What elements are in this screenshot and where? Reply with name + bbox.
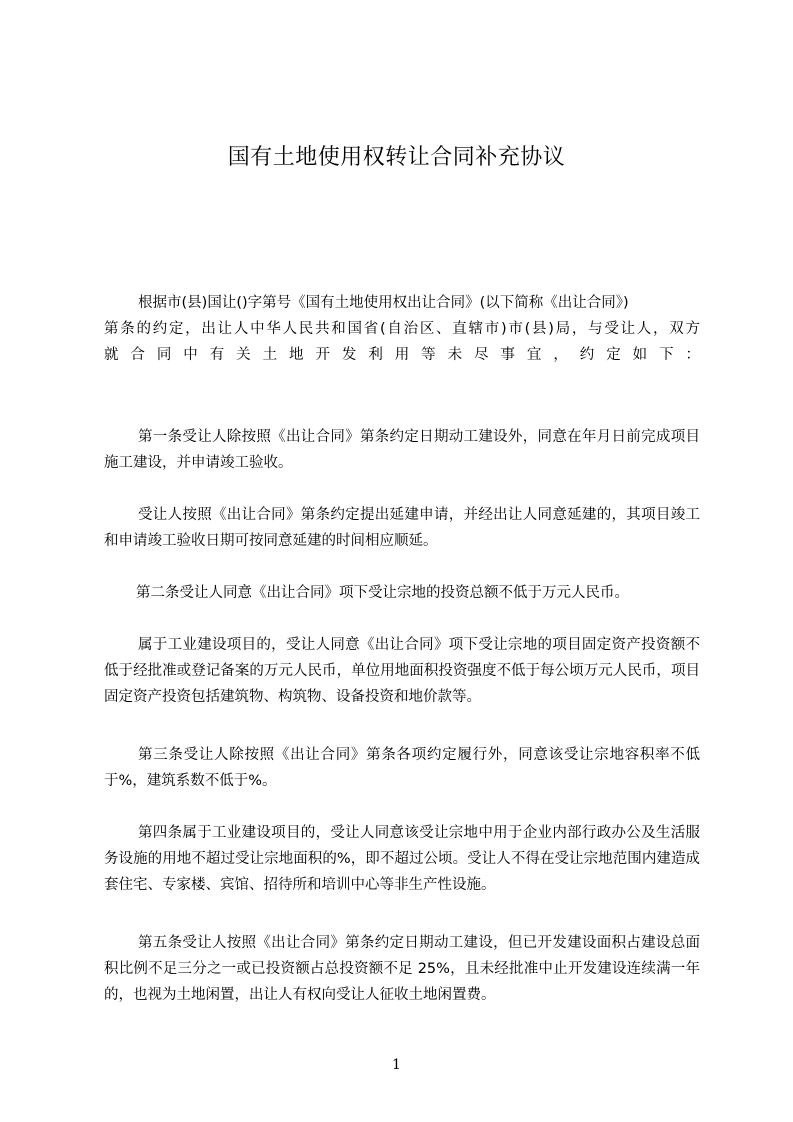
clause-1-extension-paragraph: 受让人按照《出让合同》第条约定提出延建申请，并经出让人同意延建的，其项目竣工和申请竣工验收日期可按同意延建的时间相应顺延。 bbox=[104, 507, 700, 549]
clause-3-paragraph: 第三条受让人除按照《出让合同》第条各项约定履行外，同意该受让宗地容积率不低于%，建筑系数不低于%。 bbox=[104, 747, 700, 789]
clause-2-paragraph: 第二条受让人同意《出让合同》项下受让宗地的投资总额不低于万元人民币。 bbox=[136, 585, 629, 601]
clause-1-paragraph: 第一条受让人除按照《出让合同》第条约定日期动工建设外，同意在年月日前完成项目施工建设，并申请竣工验收。 bbox=[104, 429, 700, 471]
intro-line-3: 就合同中有关土地开发利用等未尽事宜，约定如下： bbox=[104, 347, 700, 363]
clause-5-paragraph: 第五条受让人按照《出让合同》第条约定日期动工建设，但已开发建设面积占建设总面积比例不足三分之一或已投资额占总投资额不足 25%，且未经批准中止开发建设连续满一年的，也视为土地闲置，出让人有权向受让人征收土地闲置费。 bbox=[104, 935, 700, 1003]
page-number: 1 bbox=[392, 1057, 401, 1073]
document-title: 国有土地使用权转让合同补充协议 bbox=[227, 145, 566, 170]
clause-4-paragraph: 第四条属于工业建设项目的，受让人同意该受让宗地中用于企业内部行政办公及生活服务设施的用地不超过受让宗地面积的%，即不超过公顷。受让人不得在受让宗地范围内建造成套住宅、专家楼、宾馆、招待所和培训中心等非生产性设施。 bbox=[104, 825, 700, 893]
intro-line-2: 第条的约定，出让人中华人民共和国省(自治区、直辖市)市(县)局，与受让人，双方 bbox=[104, 321, 700, 337]
clause-2-industrial-paragraph: 属于工业建设项目的，受让人同意《出让合同》项下受让宗地的项目固定资产投资额不低于经批准或登记备案的万元人民币，单位用地面积投资强度不低于每公顷万元人民币，项目固定资产投资包括建筑物、构筑物、设备投资和地价款等。 bbox=[104, 637, 700, 705]
intro-line-1: 根据市(县)国让()字第号《国有土地使用权出让合同》(以下简称《出让合同》) bbox=[138, 295, 629, 311]
